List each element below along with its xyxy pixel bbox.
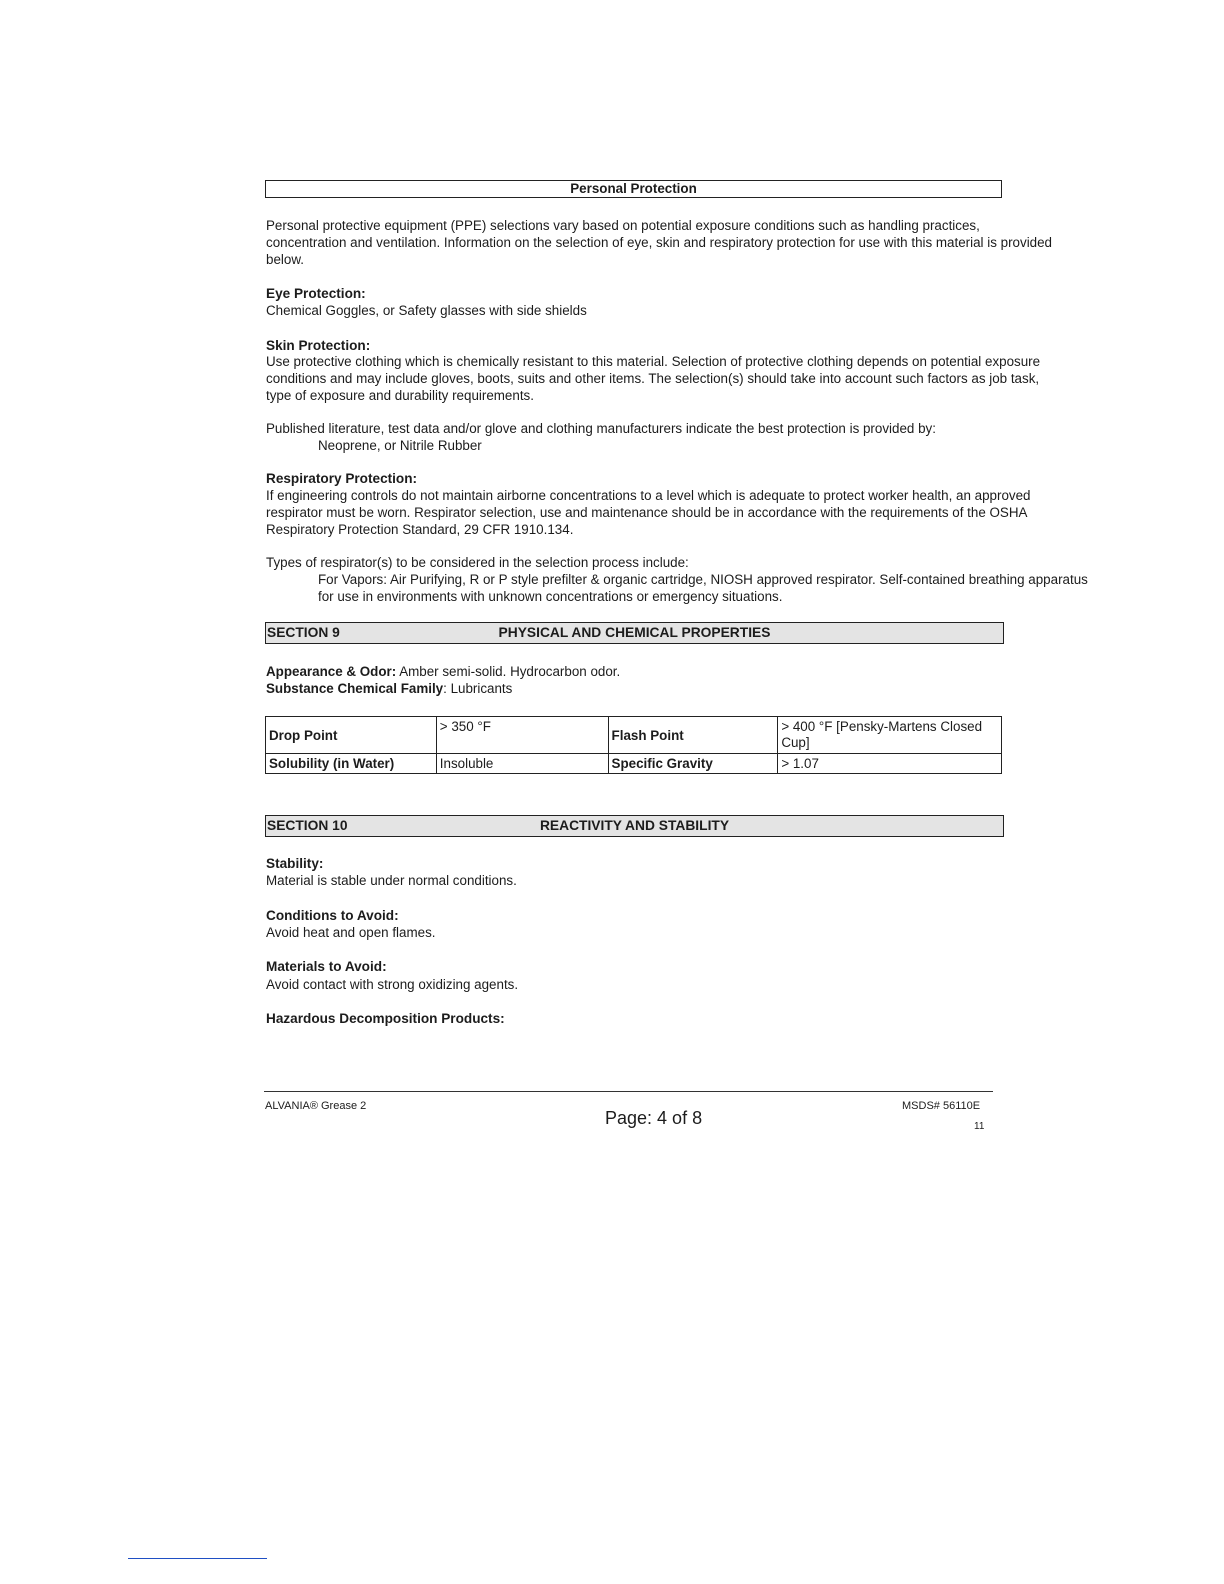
section-9-number: SECTION 9	[267, 625, 340, 640]
table-row	[266, 754, 1002, 774]
personal-protection-title: Personal Protection	[265, 180, 1002, 198]
section-9-title: PHYSICAL AND CHEMICAL PROPERTIES	[498, 625, 771, 640]
footnote-separator-line	[128, 1558, 267, 1559]
glove-materials-text: Neoprene, or Nitrile Rubber	[318, 438, 482, 453]
section-10-header	[265, 815, 1004, 837]
footer-page-number: Page: 4 of 8	[605, 1108, 703, 1128]
table-row	[266, 717, 1002, 754]
solubility-value: Insoluble	[436, 754, 608, 774]
respiratory-protection-heading: Respiratory Protection:	[266, 471, 418, 486]
skin-protection-heading: Skin Protection:	[266, 338, 371, 353]
respirator-types-intro: Types of respirator(s) to be considered in the selection process include:	[266, 555, 689, 570]
appearance-odor-label: Appearance & Odor:	[266, 664, 397, 679]
solubility-label: Solubility (in Water)	[266, 754, 437, 774]
section-10-title: REACTIVITY AND STABILITY	[539, 818, 730, 833]
properties-table	[265, 716, 1002, 774]
eye-protection-text: Chemical Goggles, or Safety glasses with side shields	[266, 303, 587, 318]
footer-product-name: ALVANIA® Grease 2	[265, 1100, 367, 1112]
specific-gravity-label: Specific Gravity	[608, 754, 778, 774]
specific-gravity-value: > 1.07	[778, 754, 1002, 774]
materials-to-avoid-heading: Materials to Avoid:	[266, 959, 387, 974]
ppe-intro-text: Personal protective equipment (PPE) selections vary based on potential exposure conditions such as handling practices, concentration and ventilation. Information on the selection of eye, skin and respiratory protection for use with this material is provided below.	[266, 218, 1053, 267]
materials-to-avoid-text: Avoid contact with strong oxidizing agents.	[266, 977, 519, 992]
stability-heading: Stability:	[266, 856, 324, 871]
footer-revision-number: 11	[974, 1121, 985, 1132]
chemical-family-line	[266, 680, 512, 697]
appearance-odor-value: Amber semi-solid. Hydrocarbon odor.	[396, 664, 621, 679]
vapors-respirator-text: For Vapors: Air Purifying, R or P style prefilter & organic cartridge, NIOSH approved respirator. Self-contained breathing apparatus for use in environments with unknown concentrations or emergency situations.	[318, 572, 1088, 604]
conditions-to-avoid-text: Avoid heat and open flames.	[266, 925, 436, 940]
published-literature-text: Published literature, test data and/or glove and clothing manufacturers indicate the best protection is provided by:	[266, 421, 936, 436]
drop-point-value: > 350 °F	[436, 717, 608, 754]
drop-point-label: Drop Point	[266, 717, 437, 754]
conditions-to-avoid-heading: Conditions to Avoid:	[266, 908, 399, 923]
chemical-family-label: Substance Chemical Family	[266, 681, 444, 696]
eye-protection-heading: Eye Protection:	[266, 286, 366, 301]
footer-msds-number: MSDS# 56110E	[902, 1100, 981, 1112]
chemical-family-value: : Lubricants	[443, 681, 513, 696]
flash-point-value: > 400 °F [Pensky-Martens Closed Cup]	[778, 717, 1002, 754]
section-10-number: SECTION 10	[267, 818, 348, 833]
flash-point-label: Flash Point	[608, 717, 778, 754]
stability-text: Material is stable under normal conditions.	[266, 873, 517, 888]
section-9-header	[265, 622, 1004, 644]
skin-protection-text: Use protective clothing which is chemically resistant to this material. Selection of protective clothing depends on potential exposure conditions and may include gloves, boots, suits and other items. The selection(s) should take into account such factors as job task, type of exposure and durability requirements.	[266, 354, 1041, 403]
appearance-odor-line	[266, 663, 620, 680]
respiratory-protection-text: If engineering controls do not maintain airborne concentrations to a level which is adequate to protect worker health, an approved respirator must be worn. Respirator selection, use and maintenance should be in accordance with the requirements of the OSHA Respiratory Protection Standard, 29 CFR 1910.134.	[266, 488, 1031, 537]
hazardous-decomposition-heading: Hazardous Decomposition Products:	[266, 1011, 505, 1026]
footer-divider	[264, 1091, 993, 1092]
